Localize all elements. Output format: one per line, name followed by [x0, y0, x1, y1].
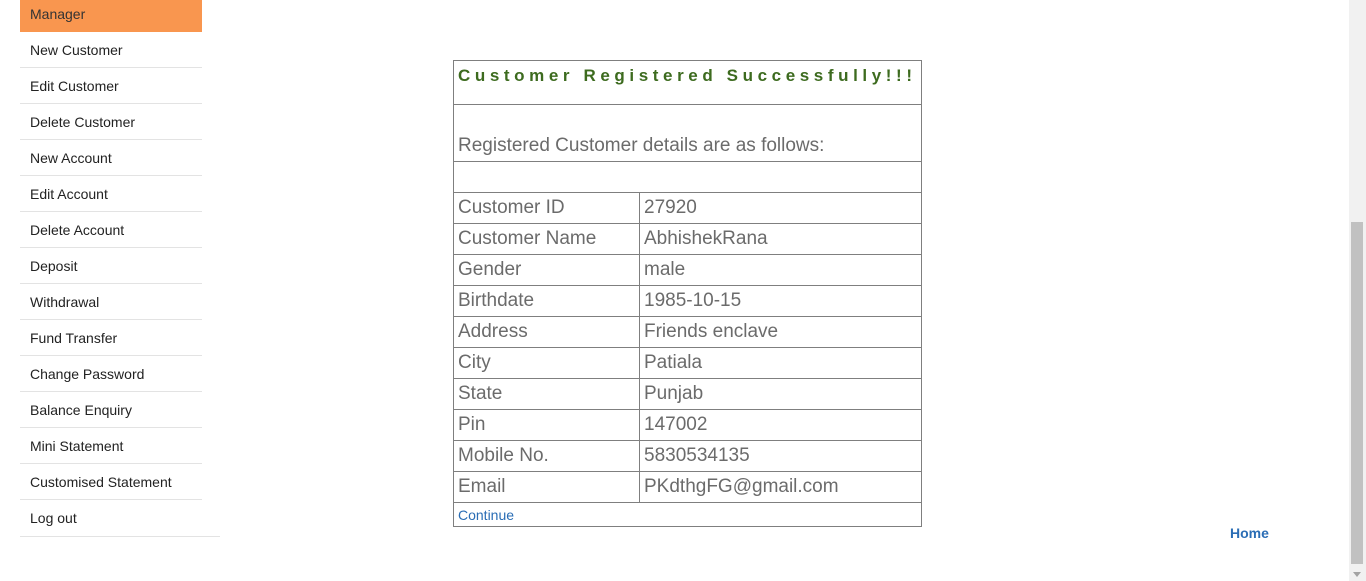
- customer-details-table: [453, 60, 922, 527]
- row-value: 147002: [640, 410, 922, 441]
- row-label: State: [454, 379, 640, 410]
- table-row: [454, 472, 922, 503]
- sidebar-item-balance-enquiry[interactable]: Balance Enquiry: [20, 392, 202, 428]
- row-label: Email: [454, 472, 640, 503]
- row-label: Customer ID: [454, 193, 640, 224]
- row-label: Gender: [454, 255, 640, 286]
- success-heading: Customer Registered Successfully!!!: [454, 61, 922, 105]
- table-row: [454, 317, 922, 348]
- row-label: Customer Name: [454, 224, 640, 255]
- scroll-down-arrow-icon[interactable]: [1353, 572, 1361, 577]
- table-row: [454, 286, 922, 317]
- table-title-row: [454, 61, 922, 105]
- continue-cell: [454, 503, 922, 527]
- sidebar-item-fund-transfer[interactable]: Fund Transfer: [20, 320, 202, 356]
- sidebar-item-delete-customer[interactable]: Delete Customer: [20, 104, 202, 140]
- row-value: male: [640, 255, 922, 286]
- sidebar-item-edit-account[interactable]: Edit Account: [20, 176, 202, 212]
- sidebar-item-deposit[interactable]: Deposit: [20, 248, 202, 284]
- sidebar-item-delete-account[interactable]: Delete Account: [20, 212, 202, 248]
- row-label: Mobile No.: [454, 441, 640, 472]
- table-row: [454, 224, 922, 255]
- table-row: [454, 410, 922, 441]
- table-row: [454, 441, 922, 472]
- row-value: Patiala: [640, 348, 922, 379]
- row-value: 27920: [640, 193, 922, 224]
- table-row: [454, 255, 922, 286]
- sidebar-nav: [20, 0, 220, 537]
- sidebar-header-manager[interactable]: Manager: [20, 0, 202, 32]
- blank-cell: [454, 162, 922, 193]
- row-value: 1985-10-15: [640, 286, 922, 317]
- row-value: AbhishekRana: [640, 224, 922, 255]
- table-continue-row: [454, 503, 922, 527]
- row-label: Pin: [454, 410, 640, 441]
- sidebar-item-change-password[interactable]: Change Password: [20, 356, 202, 392]
- row-label: Birthdate: [454, 286, 640, 317]
- table-blank-row: [454, 162, 922, 193]
- details-subtitle: Registered Customer details are as follows:: [454, 105, 922, 162]
- row-value: PKdthgFG@gmail.com: [640, 472, 922, 503]
- row-value: Friends enclave: [640, 317, 922, 348]
- sidebar-menu: [20, 0, 220, 536]
- sidebar-item-withdrawal[interactable]: Withdrawal: [20, 284, 202, 320]
- continue-link[interactable]: Continue: [458, 506, 515, 523]
- sidebar-item-customised-statement[interactable]: Customised Statement: [20, 464, 202, 500]
- table-row: [454, 379, 922, 410]
- scrollbar-thumb[interactable]: [1351, 222, 1363, 564]
- sidebar-item-new-customer[interactable]: New Customer: [20, 32, 202, 68]
- vertical-scrollbar[interactable]: [1349, 0, 1366, 581]
- row-label: City: [454, 348, 640, 379]
- home-link[interactable]: Home: [1230, 525, 1269, 541]
- table-row: [454, 193, 922, 224]
- sidebar-divider: [20, 536, 220, 537]
- row-value: Punjab: [640, 379, 922, 410]
- table-subtitle-row: [454, 105, 922, 162]
- sidebar-item-edit-customer[interactable]: Edit Customer: [20, 68, 202, 104]
- sidebar-item-mini-statement[interactable]: Mini Statement: [20, 428, 202, 464]
- row-value: 5830534135: [640, 441, 922, 472]
- row-label: Address: [454, 317, 640, 348]
- sidebar-item-log-out[interactable]: Log out: [30, 510, 77, 526]
- table-row: [454, 348, 922, 379]
- sidebar-item-new-account[interactable]: New Account: [20, 140, 202, 176]
